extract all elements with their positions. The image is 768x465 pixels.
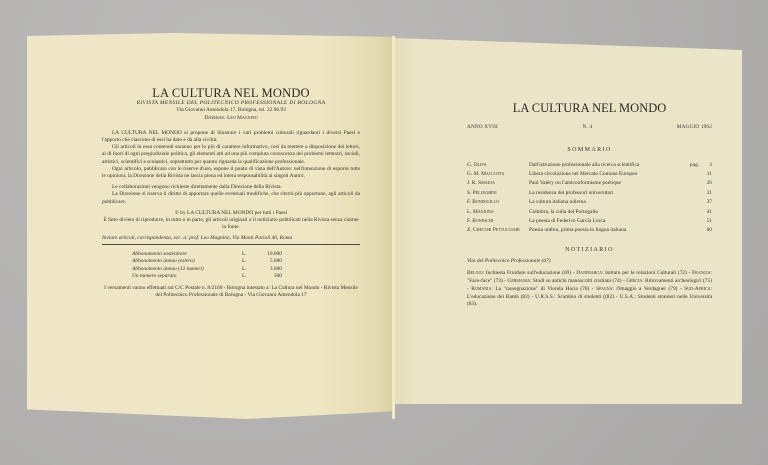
- payment-notice: I versamenti vanno effettuati sul C/C Postale n. 8/2160 - Bologna intestato a: La Cultura nel Mondo - Rivista Mensile del Politecnico Professionale di Bologna - Via Giovanni Amendola 17: [104, 285, 358, 299]
- toc-entry[interactable]: J. R. Smadja Paul Valéry ou l'anticonformisme poétique 26: [467, 180, 712, 187]
- collaborations-paragraph: Le collaborazioni vengono richieste direttamente dalla Direzione della Rivista.: [112, 184, 282, 191]
- intro-paragraph: LA CULTURA NEL MONDO si propone di illustrare i vari problemi culturali riguardanti i diversi Paesi e l'apporto che ciascuno di essi ha dato e dà alla civiltà.: [102, 129, 360, 144]
- issue-date: MAGGIO 1962: [676, 124, 712, 131]
- masthead-title: LA CULTURA NEL MONDO: [152, 86, 310, 100]
- left-page-content: [102, 86, 360, 299]
- director-label: Direttore:: [204, 114, 226, 121]
- toc-entry[interactable]: S. Pellegrini La residenza dei professori universitari 31: [467, 189, 712, 196]
- price-row: Abbonamento annuo (estero) L. 5.000: [132, 258, 282, 265]
- issue-title: LA CULTURA NEL MONDO: [512, 101, 667, 115]
- toc-entry[interactable]: G. M. Maccotta Libera circolazione nel Mercato Comune Europeo 11: [467, 171, 712, 178]
- price-row: Abbonamento sostenitore L. 10.000: [132, 250, 282, 257]
- send-articles-address: Inviare articoli, corrispondenza, ecc. a: prof. Leo Magnino, Via Monti Parioli 40, Roma: [102, 235, 293, 242]
- right-page-content: [467, 101, 712, 309]
- reproduction-notice: È fatto divieto di riprodurre, in tutto o in parte, gli articoli originali o il notiziario pubblicati nella Rivista senza citarne la fonte.: [103, 217, 359, 231]
- table-of-contents: [467, 161, 712, 236]
- subscription-prices: [132, 251, 282, 281]
- director-line: [102, 115, 360, 122]
- issue-year: ANNO XVIII: [467, 124, 498, 131]
- editing-rights-paragraph: La Direzione si riserva il diritto di apportare quelle eventuali modifiche, che riterrà più opportune, agli articoli da pubblicare.: [102, 191, 360, 205]
- director-name: Leo Magnino: [227, 114, 258, 121]
- issue-info: [467, 124, 712, 131]
- masthead-subtitle: RIVISTA MENSILE DEL POLITECNICO PROFESSIONALE DI BOLOGNA: [136, 100, 326, 107]
- news-subtitle: Vita del Politecnico Professionale (67): [467, 258, 551, 265]
- price-row: Abbonamento annuo (12 numeri) L. 3.000: [132, 265, 282, 272]
- news-body: Belgio: Inchiesta Froidure sull'educazione (69) - Danimarca: Istituto per le relazioni Culturali (72) - Francia: "Face-face" (73) - Germania: Studi su antichi manoscritti cristiani (74) - Grecia: Ritrovamenti archeologici (75) - Romania: La "rassegnazione" di Viorela Horia (76) - Spagna: Omaggio a Verdaguer (79) - Sud-Africa: L'educazione dei Bantù (82) - U.R.S.S.: Scambio di studenti ((82) - U.S.A.: Studenti stranieri nelle Università (83).: [467, 270, 712, 308]
- articles-paragraph: Gli articoli in essa contenuti saranno per lo più di carattere informativo, così da mettere a disposizione dei lettori, al di fuori di ogni pregiudiziale politica, gli elementi atti ad una più compiuta conoscenza dei problemi letterari, sociali, artistici, scientifici e scolastici, soprattutto per quanto riguarda la qualificazione professionale.: [102, 144, 360, 165]
- copyright-notice: © by LA CULTURA NEL MONDO per tutti i Paesi: [174, 209, 288, 216]
- issue-number: N. 4: [582, 124, 593, 131]
- publisher-address: Via Giovanni Amendola 17, Bologna, tel. 22.96.93: [176, 107, 286, 114]
- toc-entry[interactable]: Z. Checchi Pettucciari Poesia umbra, prima poesia in lingua italiana 60: [467, 227, 712, 234]
- price-row: Un numero separato L. 300: [132, 273, 282, 280]
- book-gutter: [392, 36, 395, 419]
- toc-entry[interactable]: F. Bondolillo La cultura italiana odierna 37: [467, 199, 712, 206]
- toc-entry[interactable]: L. Magnino Coimbra, la culla del Portogallo 41: [467, 208, 712, 215]
- news-heading: NOTIZIARIO: [565, 246, 614, 253]
- responsibility-paragraph: Ogni articolo, pubblicato con le riserve d'uso, espone il punto di vista dell'Autore: nell'intenzione di esporre tutte le opinioni, la Direzione della Rivista ne lascia piena ed intera responsabilità ai singoli Autori.: [102, 165, 360, 180]
- summary-heading: SOMMARIO: [567, 147, 612, 154]
- toc-entry[interactable]: G. Oliva Dall'istruzione professionale alla ricerca scientifica pag. 3: [467, 161, 712, 168]
- toc-entry[interactable]: F. Boneschi La poesia di Federico García Lorca 51: [467, 218, 712, 225]
- divider-rule: [102, 244, 360, 245]
